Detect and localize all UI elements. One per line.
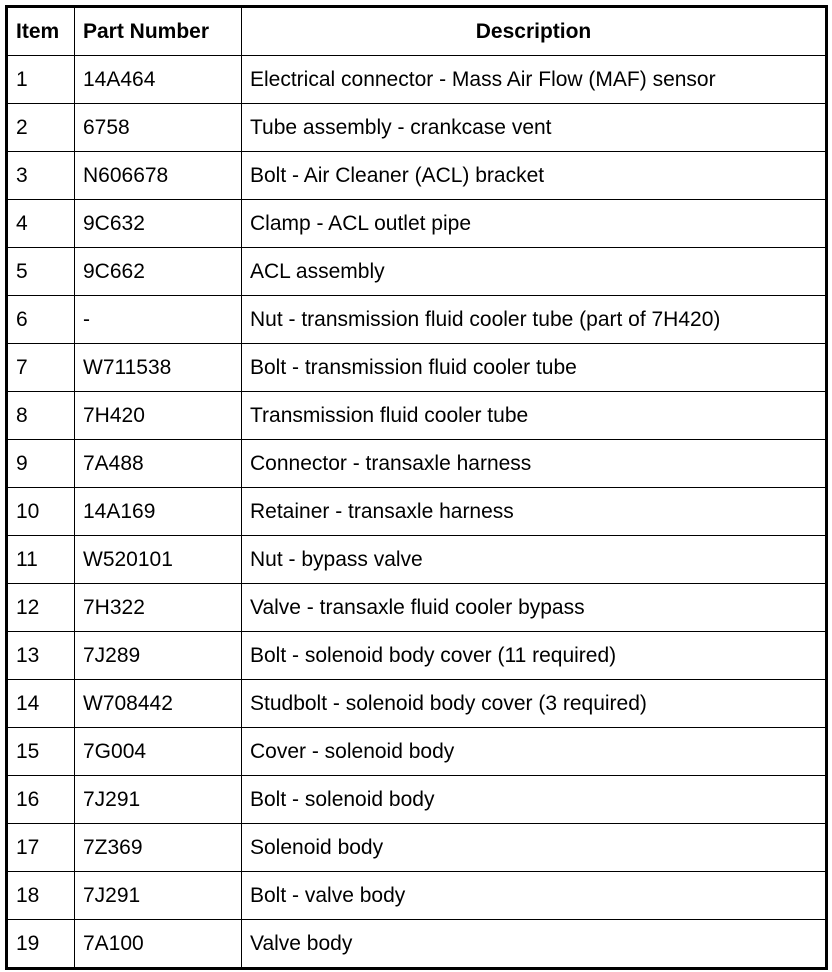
part-number-cell: W708442 bbox=[75, 680, 242, 728]
table-row bbox=[7, 152, 827, 200]
header-description: Description bbox=[242, 7, 827, 56]
item-cell: 3 bbox=[7, 152, 75, 200]
description-cell: Valve - transaxle fluid cooler bypass bbox=[242, 584, 827, 632]
item-cell: 8 bbox=[7, 392, 75, 440]
parts-table bbox=[5, 5, 828, 970]
table-row bbox=[7, 392, 827, 440]
table-row bbox=[7, 200, 827, 248]
description-cell: Bolt - valve body bbox=[242, 872, 827, 920]
description-cell: Clamp - ACL outlet pipe bbox=[242, 200, 827, 248]
part-number-cell: 7A100 bbox=[75, 920, 242, 969]
item-cell: 7 bbox=[7, 344, 75, 392]
table-row bbox=[7, 104, 827, 152]
part-number-cell: N606678 bbox=[75, 152, 242, 200]
table-row bbox=[7, 584, 827, 632]
description-cell: Bolt - transmission fluid cooler tube bbox=[242, 344, 827, 392]
part-number-cell: W711538 bbox=[75, 344, 242, 392]
item-cell: 16 bbox=[7, 776, 75, 824]
description-cell: Valve body bbox=[242, 920, 827, 969]
part-number-cell: 14A464 bbox=[75, 56, 242, 104]
description-cell: Bolt - solenoid body bbox=[242, 776, 827, 824]
description-cell: Studbolt - solenoid body cover (3 required) bbox=[242, 680, 827, 728]
part-number-cell: 9C632 bbox=[75, 200, 242, 248]
table-row bbox=[7, 632, 827, 680]
part-number-cell: 14A169 bbox=[75, 488, 242, 536]
description-cell: Retainer - transaxle harness bbox=[242, 488, 827, 536]
item-cell: 14 bbox=[7, 680, 75, 728]
item-cell: 9 bbox=[7, 440, 75, 488]
item-cell: 19 bbox=[7, 920, 75, 969]
description-cell: Nut - bypass valve bbox=[242, 536, 827, 584]
description-cell: Nut - transmission fluid cooler tube (part of 7H420) bbox=[242, 296, 827, 344]
description-cell: Solenoid body bbox=[242, 824, 827, 872]
table-row bbox=[7, 776, 827, 824]
table-row bbox=[7, 248, 827, 296]
header-item: Item bbox=[7, 7, 75, 56]
description-cell: Electrical connector - Mass Air Flow (MAF) sensor bbox=[242, 56, 827, 104]
table-row bbox=[7, 920, 827, 969]
item-cell: 10 bbox=[7, 488, 75, 536]
part-number-cell: 7H322 bbox=[75, 584, 242, 632]
item-cell: 13 bbox=[7, 632, 75, 680]
item-cell: 1 bbox=[7, 56, 75, 104]
description-cell: Bolt - Air Cleaner (ACL) bracket bbox=[242, 152, 827, 200]
description-cell: Tube assembly - crankcase vent bbox=[242, 104, 827, 152]
part-number-cell: 7J289 bbox=[75, 632, 242, 680]
part-number-cell: - bbox=[75, 296, 242, 344]
description-cell: Bolt - solenoid body cover (11 required) bbox=[242, 632, 827, 680]
table-row bbox=[7, 344, 827, 392]
table-row bbox=[7, 296, 827, 344]
item-cell: 18 bbox=[7, 872, 75, 920]
part-number-cell: W520101 bbox=[75, 536, 242, 584]
table-row bbox=[7, 680, 827, 728]
part-number-cell: 7A488 bbox=[75, 440, 242, 488]
table-row bbox=[7, 872, 827, 920]
part-number-cell: 7G004 bbox=[75, 728, 242, 776]
item-cell: 2 bbox=[7, 104, 75, 152]
table-row bbox=[7, 824, 827, 872]
item-cell: 4 bbox=[7, 200, 75, 248]
description-cell: Connector - transaxle harness bbox=[242, 440, 827, 488]
part-number-cell: 7H420 bbox=[75, 392, 242, 440]
part-number-cell: 9C662 bbox=[75, 248, 242, 296]
table-row bbox=[7, 440, 827, 488]
description-cell: Transmission fluid cooler tube bbox=[242, 392, 827, 440]
table-body bbox=[7, 56, 827, 969]
part-number-cell: 7Z369 bbox=[75, 824, 242, 872]
description-cell: Cover - solenoid body bbox=[242, 728, 827, 776]
header-part-number: Part Number bbox=[75, 7, 242, 56]
table-row bbox=[7, 56, 827, 104]
item-cell: 12 bbox=[7, 584, 75, 632]
table-row bbox=[7, 488, 827, 536]
table-header-row bbox=[7, 7, 827, 56]
item-cell: 6 bbox=[7, 296, 75, 344]
table-row bbox=[7, 536, 827, 584]
table-row bbox=[7, 728, 827, 776]
part-number-cell: 7J291 bbox=[75, 872, 242, 920]
part-number-cell: 7J291 bbox=[75, 776, 242, 824]
item-cell: 17 bbox=[7, 824, 75, 872]
item-cell: 15 bbox=[7, 728, 75, 776]
description-cell: ACL assembly bbox=[242, 248, 827, 296]
part-number-cell: 6758 bbox=[75, 104, 242, 152]
item-cell: 5 bbox=[7, 248, 75, 296]
item-cell: 11 bbox=[7, 536, 75, 584]
